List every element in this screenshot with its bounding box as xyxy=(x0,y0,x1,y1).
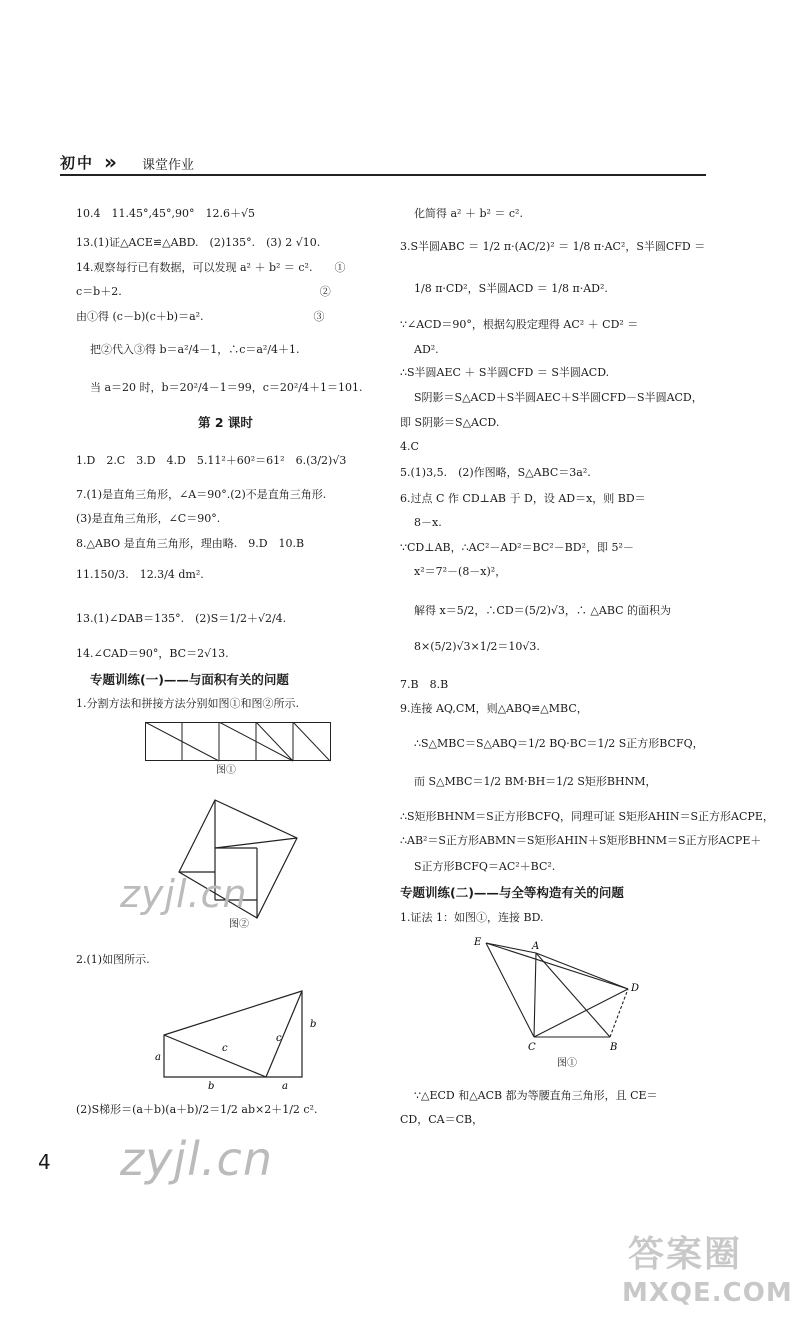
answer-line: 10.4 11.45°,45°,90° 12.6＋√5 xyxy=(76,207,255,220)
answer-line: ∴S半圆AEC ＋ S半圆CFD ＝ S半圆ACD. xyxy=(400,366,610,379)
left-column xyxy=(76,0,386,1322)
fig-point-C: C xyxy=(528,1042,536,1053)
answer-line: 1.分割方法和拼接方法分别如图①和图②所示. xyxy=(76,697,299,710)
header-section-title: 课堂作业 xyxy=(142,158,195,173)
answer-line: 8.△ABO 是直角三角形，理由略. 9.D 10.B xyxy=(76,537,305,550)
page-number: 4 xyxy=(38,1150,51,1174)
figure-caption: 图② xyxy=(229,919,249,930)
answer-line: ∴S△MBC＝S△ABQ＝1/2 BQ·BC＝1/2 S正方形BCFQ， xyxy=(414,737,704,750)
answer-line: 由①得 (c－b)(c＋b)＝a². ③ xyxy=(76,310,325,323)
fig-label-a-left: a xyxy=(155,1052,161,1063)
answer-line: ∵∠ACD＝90°，根据勾股定理得 AC² ＋ CD² ＝ xyxy=(400,318,639,331)
figure-trapezoid xyxy=(150,985,330,1093)
watermark: zyjl.cn xyxy=(120,1132,273,1186)
topic-heading: 专题训练(二)——与全等构造有关的问题 xyxy=(400,885,624,900)
answer-line: AD². xyxy=(414,343,439,356)
answer-line: x²＝7²－(8－x)²， xyxy=(414,565,507,578)
figure-caption: 图① xyxy=(557,1058,577,1069)
answer-line: 7.B 8.B xyxy=(400,678,449,691)
answer-line: ∴AB²＝S正方形ABMN＝S矩形AHIN＋S矩形BHNM＝S正方形ACPE＋ xyxy=(400,834,762,847)
figure-caption: 图① xyxy=(216,765,236,776)
watermark-stamp-bottom: MXQE.COM xyxy=(622,1278,793,1308)
answer-line: 6.过点 C 作 CD⊥AB 于 D，设 AD＝x，则 BD＝ xyxy=(400,492,646,505)
chevron-icon: » xyxy=(104,150,117,174)
fig-point-D: D xyxy=(631,983,640,994)
watermark-stamp xyxy=(622,1226,793,1316)
topic-heading: 专题训练(一)——与面积有关的问题 xyxy=(90,672,289,687)
answer-line: 11.150/3. 12.3/4 dm². xyxy=(76,568,204,581)
answer-line: 14.∠CAD＝90°，BC＝2√13. xyxy=(76,647,229,660)
answer-line: 1.D 2.C 3.D 4.D 5.11²＋60²＝61² 6.(3/2)√3 xyxy=(76,454,347,467)
answer-line: 即 S阴影＝S△ACD. xyxy=(400,416,500,429)
fig-label-b-bottom: b xyxy=(208,1081,215,1092)
answer-line: 8×(5/2)√3×1/2＝10√3. xyxy=(414,640,540,653)
answer-line: 1/8 π·CD²，S半圆ACD ＝ 1/8 π·AD². xyxy=(414,282,608,295)
right-column xyxy=(400,0,774,1322)
answer-line: 8－x. xyxy=(414,516,442,529)
fig-label-b-right: b xyxy=(310,1019,317,1030)
answer-line: ∵CD⊥AB，∴AC²－AD²＝BC²－BD²，即 5²－ xyxy=(400,541,634,554)
answer-line: 4.C xyxy=(400,440,419,453)
answer-line: 而 S△MBC＝1/2 BM·BH＝1/2 S矩形BHNM， xyxy=(414,775,657,788)
series-logo: 初中 xyxy=(60,154,95,172)
answer-line: 3.S半圆ABC ＝ 1/2 π·(AC/2)² ＝ 1/8 π·AC²，S半圆CFD ＝ xyxy=(400,240,706,253)
lesson-heading: 第 2 课时 xyxy=(198,415,253,430)
answer-line: 当 a＝20 时，b＝20²/4－1＝99，c＝20²/4＋1＝101. xyxy=(90,381,363,394)
answer-line: 化简得 a² ＋ b² ＝ c². xyxy=(414,207,523,220)
watermark: zyjl.cn xyxy=(120,872,248,916)
figure-dissection-strip xyxy=(145,722,331,762)
answer-line: 把②代入③得 b＝a²/4－1，∴c＝a²/4＋1. xyxy=(90,343,300,356)
answer-line: 解得 x＝5/2，∴CD＝(5/2)√3，∴ △ABC 的面积为 xyxy=(414,604,672,617)
fig-point-E: E xyxy=(474,937,482,948)
answer-line: 13.(1)∠DAB＝135°. (2)S＝1/2＋√2/4. xyxy=(76,612,287,625)
answer-line: 9.连接 AQ,CM，则△ABQ≌△MBC， xyxy=(400,702,588,715)
figure-isosceles-triangles xyxy=(470,933,650,1055)
answer-line: c＝b＋2. ② xyxy=(76,285,331,298)
answer-line: 1.证法 1：如图①，连接 BD. xyxy=(400,911,544,924)
answer-line: CD，CA＝CB， xyxy=(400,1113,484,1126)
answer-line: ∵△ECD 和△ACB 都为等腰直角三角形，且 CE＝ xyxy=(414,1089,658,1102)
answer-line: S正方形BCFQ＝AC²＋BC². xyxy=(414,860,556,873)
fig-point-A: A xyxy=(532,941,540,952)
fig-label-a-bottom: a xyxy=(282,1081,288,1092)
fig-label-c-upper: c xyxy=(276,1033,282,1044)
answer-line: (2)S梯形＝(a＋b)(a＋b)/2＝1/2 ab×2＋1/2 c². xyxy=(76,1103,318,1116)
answer-line: 2.(1)如图所示. xyxy=(76,953,150,966)
answer-line: 13.(1)证△ACE≌△ABD. (2)135°. (3) 2 √10. xyxy=(76,236,321,249)
answer-line: S阴影＝S△ACD＋S半圆AEC＋S半圆CFD－S半圆ACD， xyxy=(414,391,703,404)
answer-line: (3)是直角三角形，∠C＝90°. xyxy=(76,512,221,525)
answer-line: 5.(1)3,5. (2)作图略，S△ABC＝3a². xyxy=(400,466,591,479)
answer-line: 7.(1)是直角三角形，∠A＝90°.(2)不是直角三角形. xyxy=(76,488,327,501)
answer-line: 14.观察每行已有数据，可以发现 a² ＋ b² ＝ c². ① xyxy=(76,261,346,274)
fig-label-c-lower: c xyxy=(222,1043,228,1054)
fig-point-B: B xyxy=(610,1042,618,1053)
watermark-stamp-top: 答案圈 xyxy=(628,1234,743,1275)
answer-line: ∴S矩形BHNM＝S正方形BCFQ，同理可证 S矩形AHIN＝S正方形ACPE， xyxy=(400,810,774,823)
